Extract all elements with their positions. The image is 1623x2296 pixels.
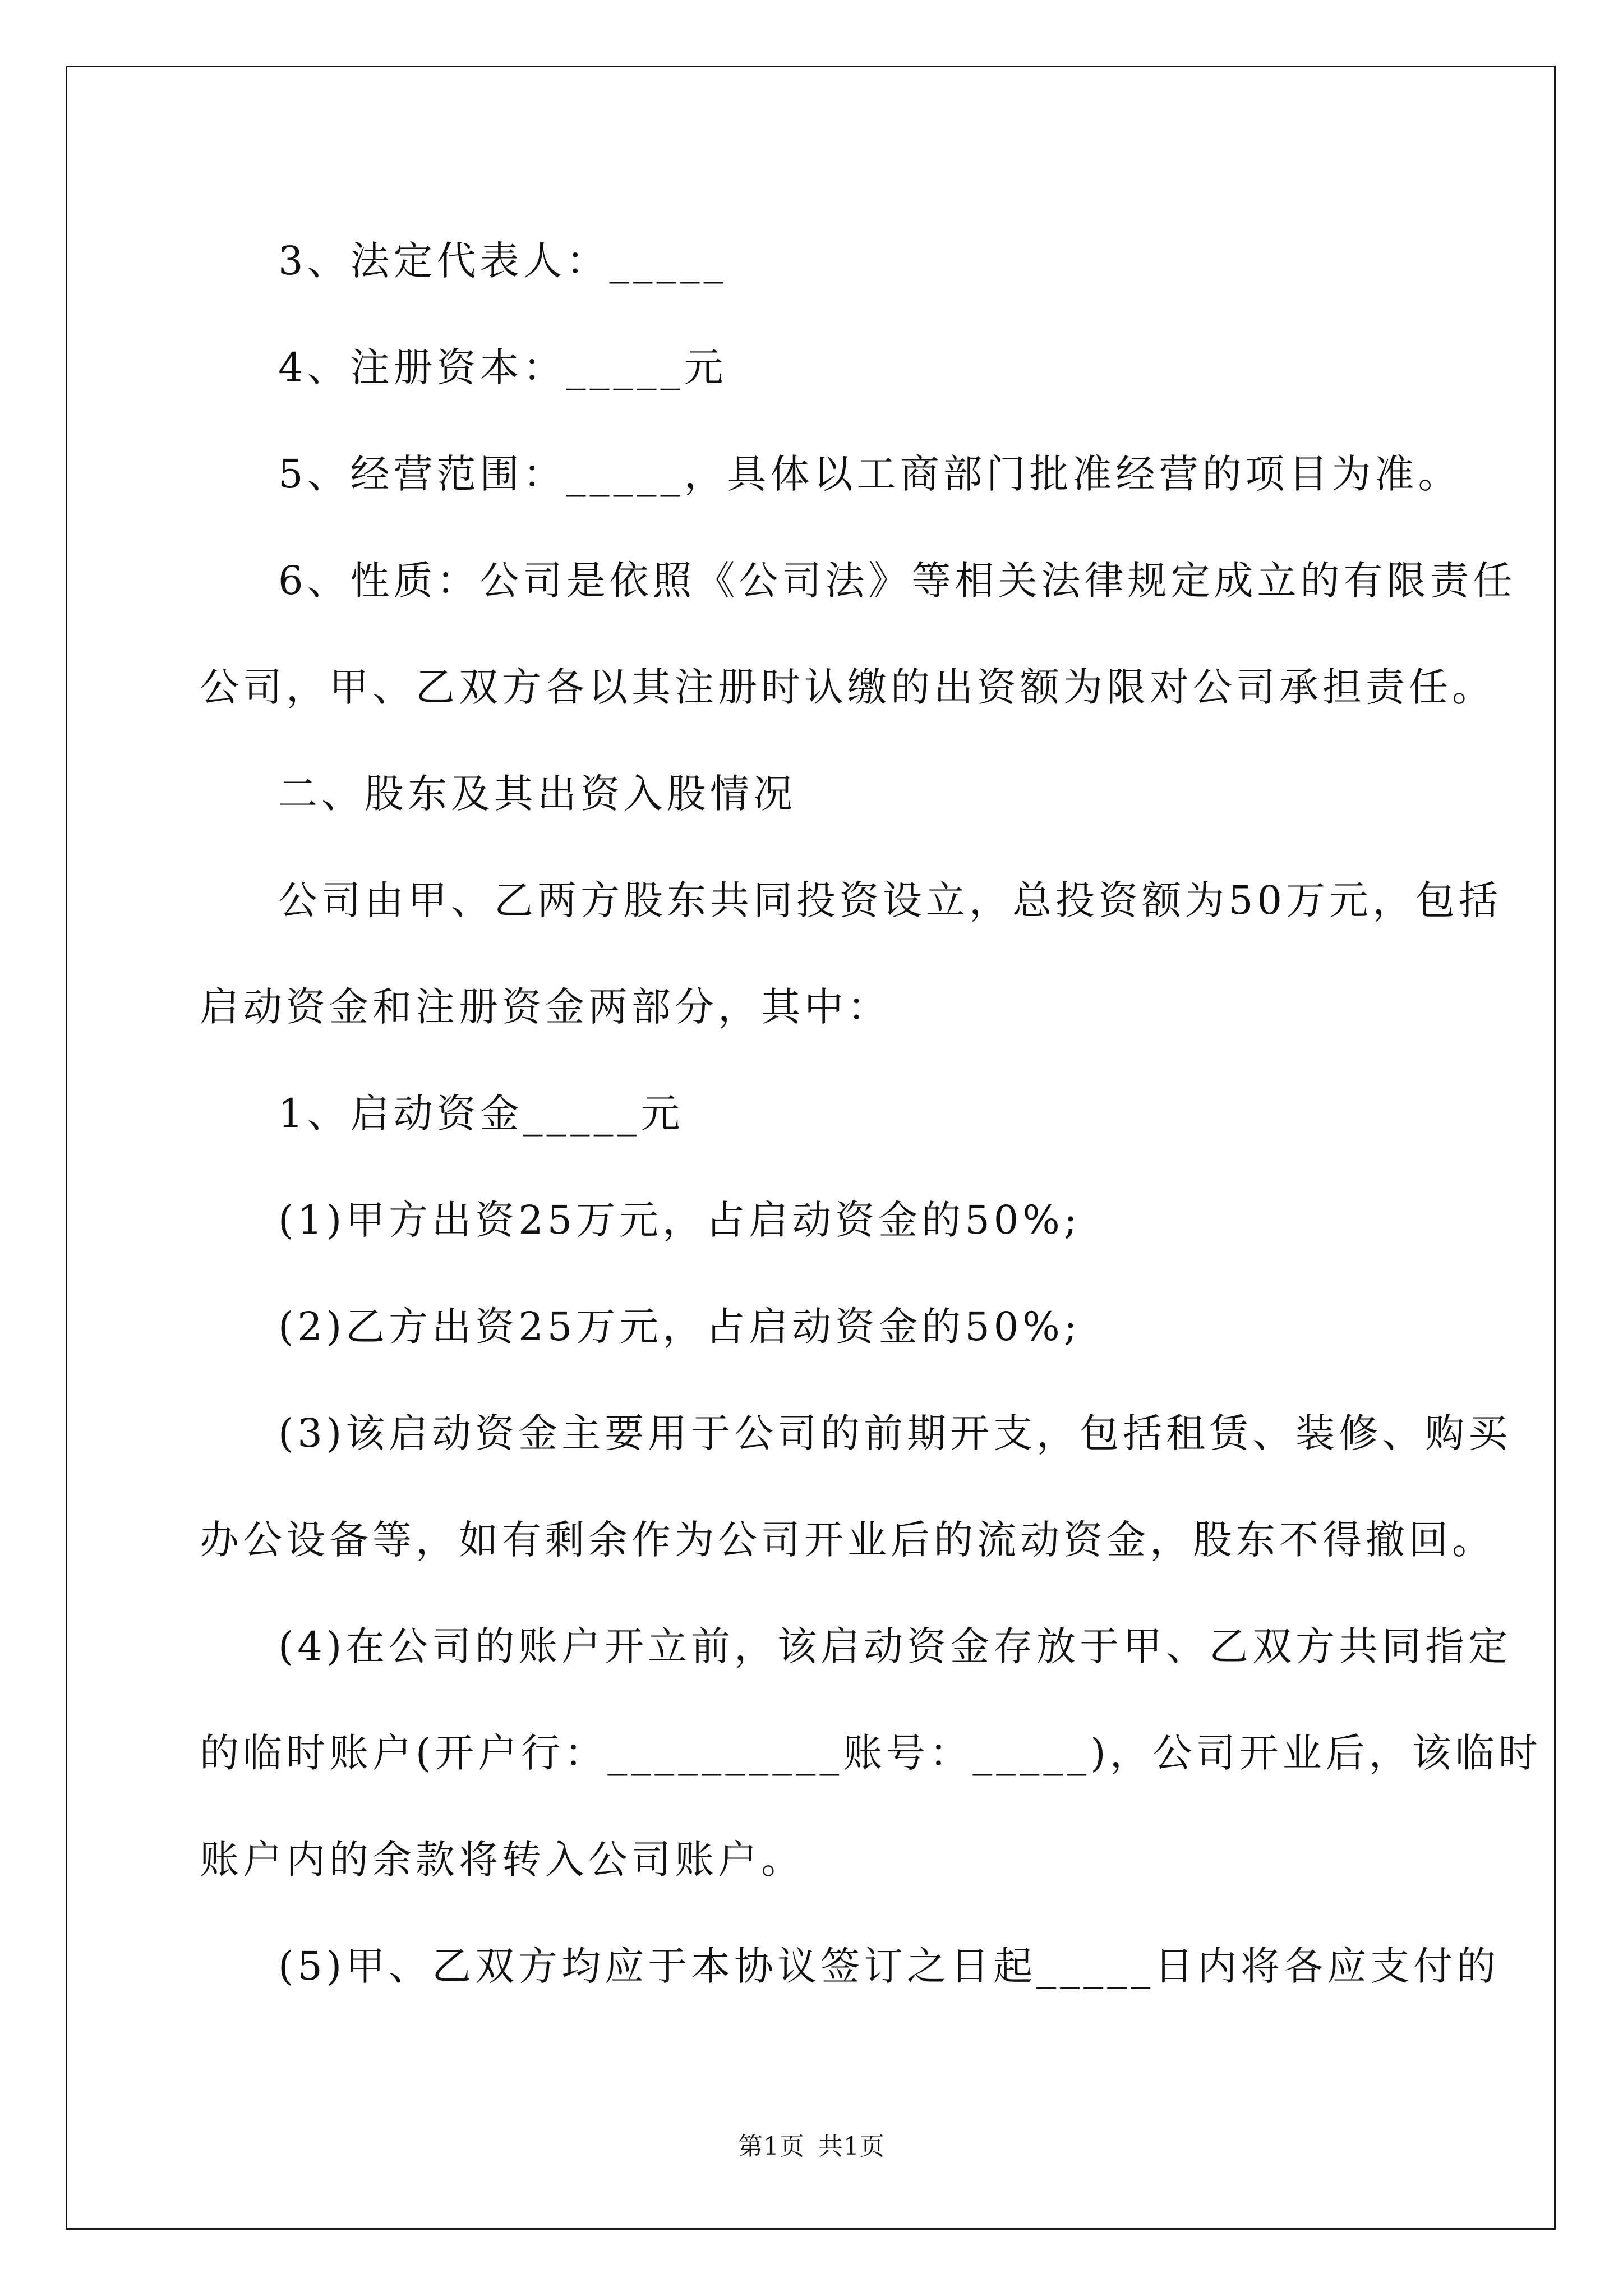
paragraph-payment-deadline <box>200 1913 1500 2019</box>
line: 二、股东及其出资入股情况 <box>278 771 796 817</box>
line: 6、性质：公司是依照《公司法》等相关法律规定成立的有限责任 <box>278 558 1516 604</box>
paragraph-party-a-contribution <box>200 1167 1422 1273</box>
line: 办公设备等，如有剩余作为公司开业后的流动资金，股东不得撤回。 <box>200 1517 1495 1563</box>
paragraph-investment-total <box>200 847 1502 1060</box>
line: (1)甲方出资25万元，占启动资金的50%; <box>278 1197 1081 1243</box>
paragraph-temporary-account <box>200 1593 1542 1913</box>
line: 公司由甲、乙两方股东共同投资设立，总投资额为50万元，包括 <box>278 877 1502 923</box>
page-footer <box>0 2126 1623 2162</box>
line: (2)乙方出资25万元，占启动资金的50%; <box>278 1304 1081 1350</box>
section-heading-shareholders <box>200 740 1422 847</box>
line: 1、启动资金_____元 <box>278 1091 684 1137</box>
paragraph-legal-representative <box>200 208 1422 314</box>
line: 公司，甲、乙双方各以其注册时认缴的出资额为限对公司承担责任。 <box>200 664 1495 710</box>
page-total: 共1页 <box>818 2132 885 2161</box>
document-body <box>200 208 1542 2019</box>
line: 3、法定代表人：_____ <box>278 238 727 284</box>
line: (4)在公司的账户开立前，该启动资金存放于甲、乙双方共同指定 <box>278 1623 1512 1669</box>
line: (3)该启动资金主要用于公司的前期开支，包括租赁、装修、购买 <box>278 1410 1512 1456</box>
paragraph-startup-funds <box>200 1060 1422 1167</box>
line: 的临时账户(开户行：__________账号：_____)，公司开业后，该临时 <box>200 1730 1542 1776</box>
line: 4、注册资本：_____元 <box>278 344 727 390</box>
line: 账户内的余款将转入公司账户。 <box>200 1837 804 1883</box>
line: 5、经营范围：_____，具体以工商部门批准经营的项目为准。 <box>278 451 1461 497</box>
page-number: 第1页 <box>738 2132 805 2161</box>
paragraph-nature <box>200 527 1516 740</box>
line: 启动资金和注册资金两部分，其中： <box>200 984 891 1030</box>
paragraph-fund-usage <box>200 1380 1512 1593</box>
line: (5)甲、乙双方均应于本协议签订之日起_____日内将各应支付的 <box>278 1943 1500 1989</box>
paragraph-business-scope <box>200 421 1461 527</box>
paragraph-party-b-contribution <box>200 1273 1422 1380</box>
paragraph-registered-capital <box>200 314 1422 421</box>
